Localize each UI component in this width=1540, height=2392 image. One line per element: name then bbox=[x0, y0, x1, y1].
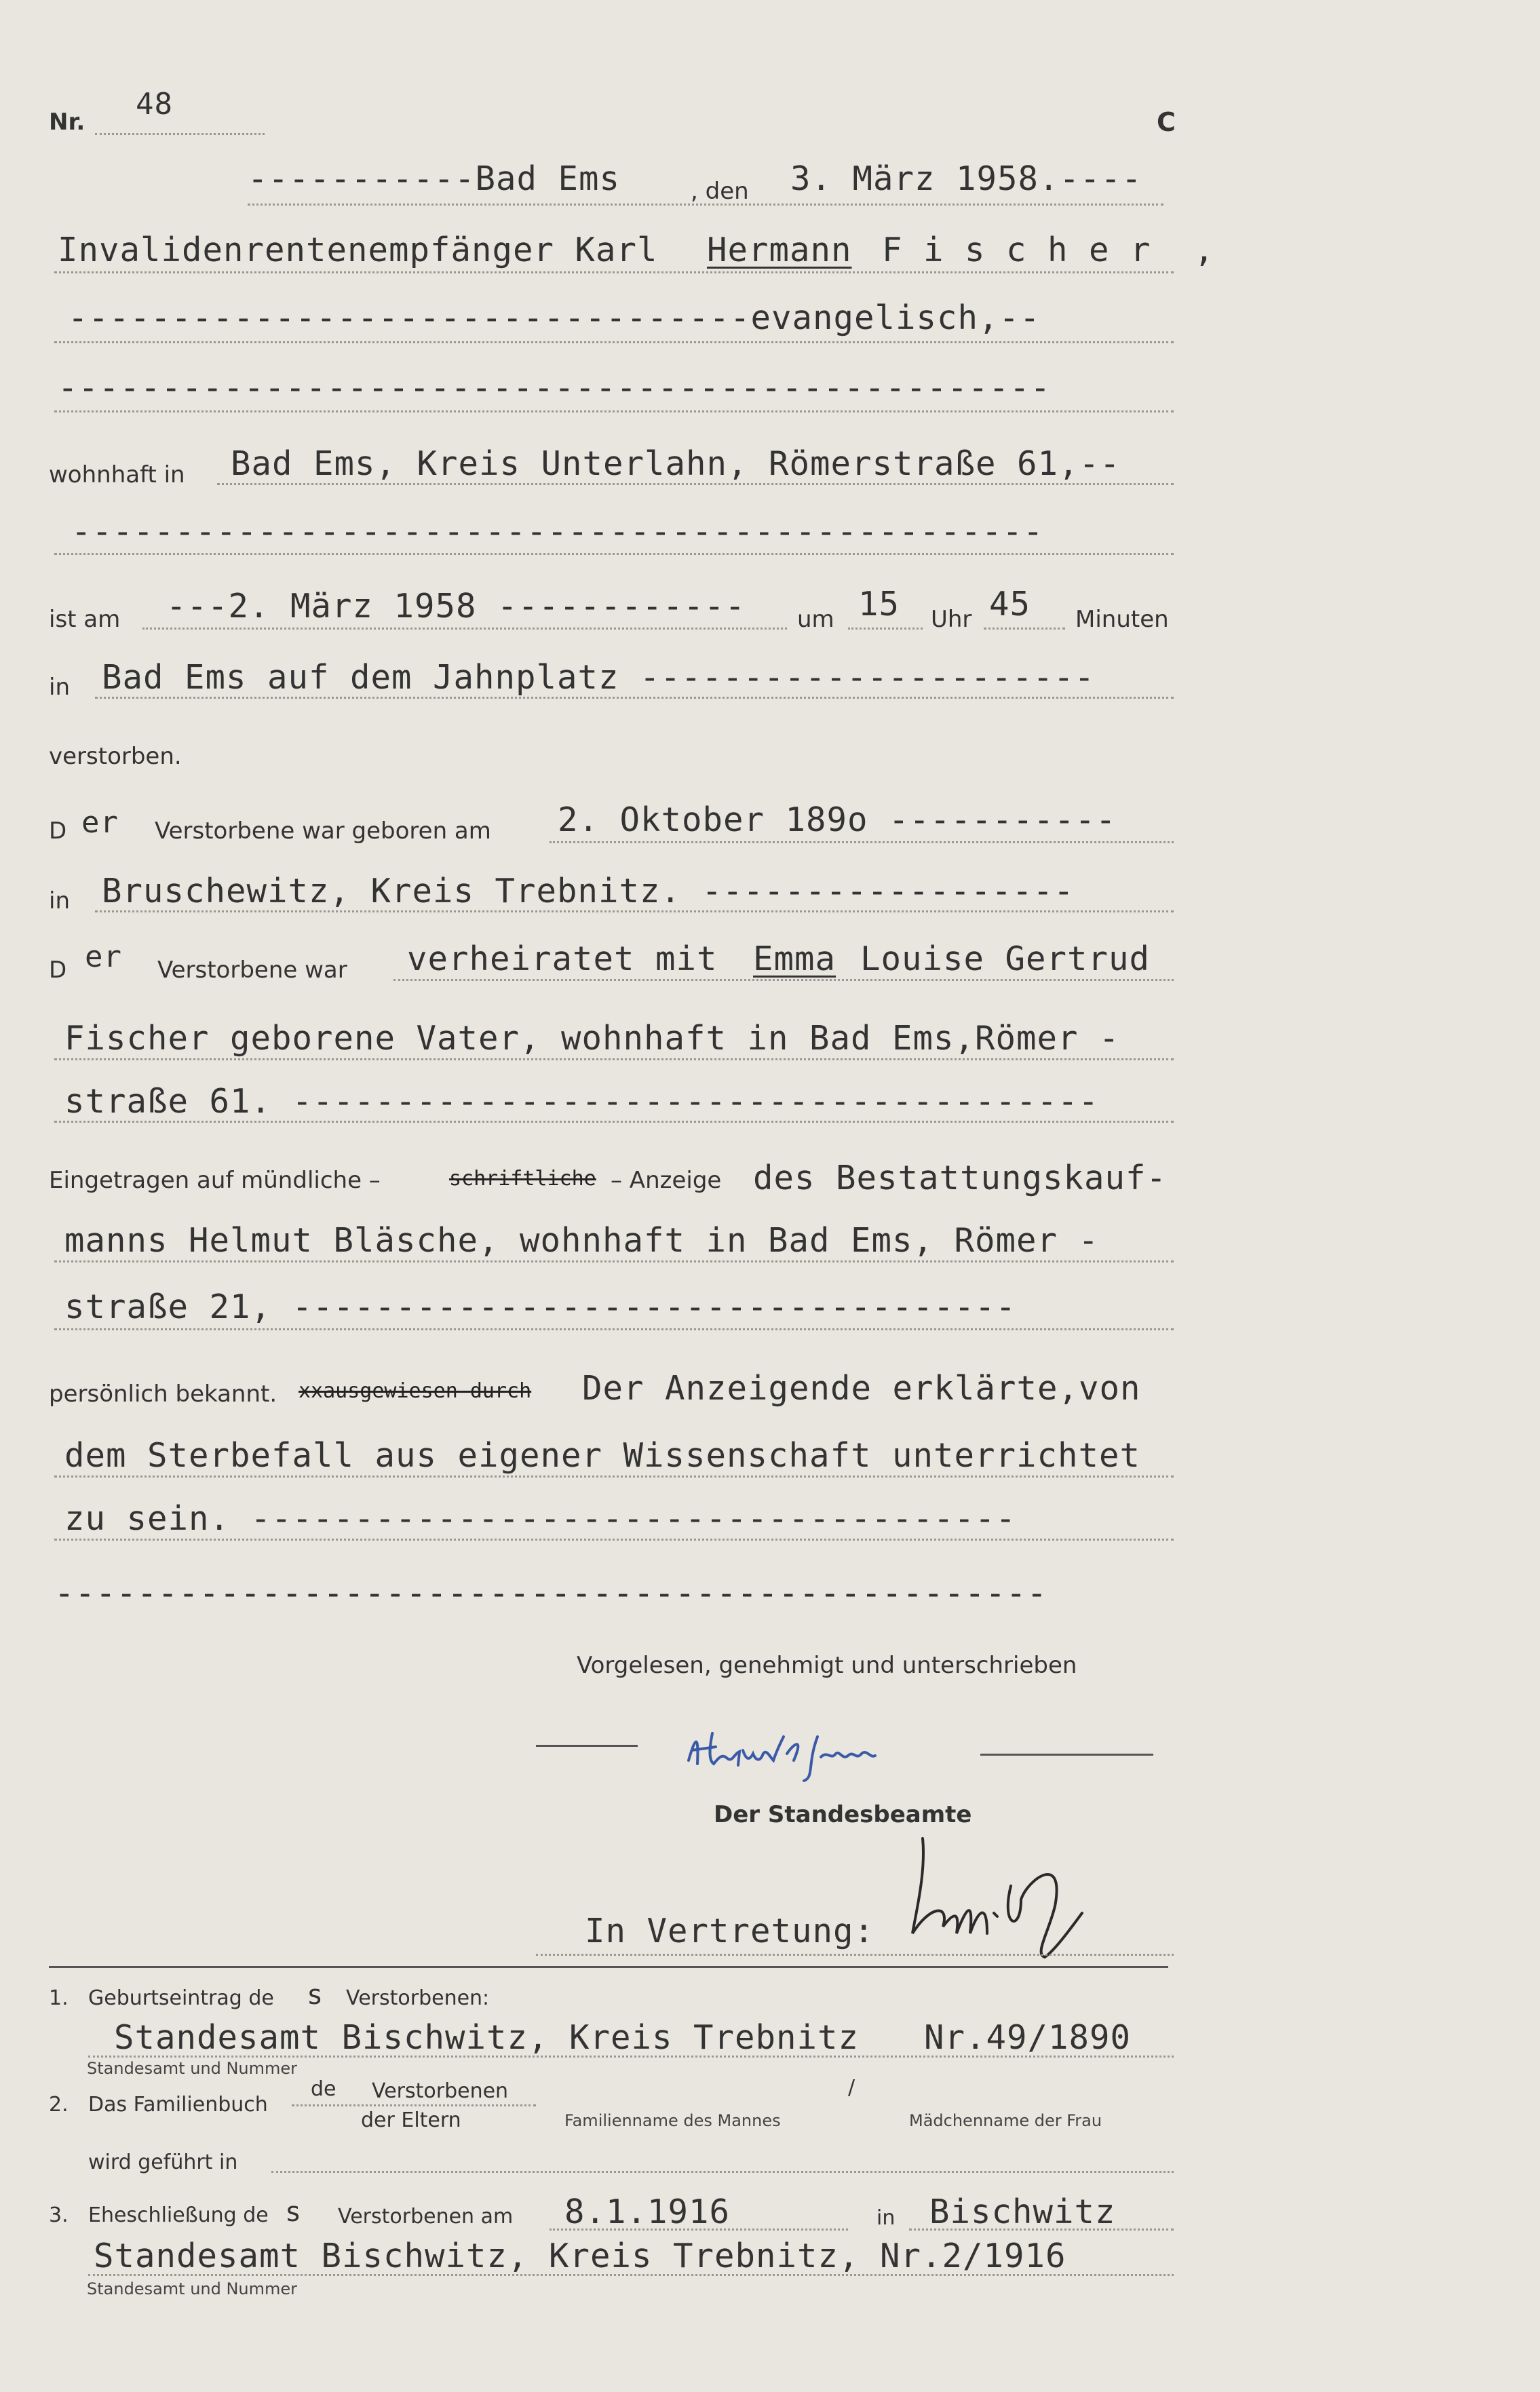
family-de: de bbox=[311, 2077, 336, 2101]
informant-line-3: straße 21, ----------------------------------- bbox=[64, 1288, 1017, 1326]
marriage-label: Eheschließung de bbox=[88, 2203, 269, 2227]
birth-entry-tail: Verstorbenen: bbox=[346, 1986, 490, 2010]
wife-name-caption: Mädchenname der Frau bbox=[909, 2111, 1102, 2130]
dotline bbox=[54, 1328, 1174, 1330]
dotline bbox=[54, 1058, 1174, 1060]
death-minutes: 45 bbox=[989, 585, 1031, 623]
residence-dash-line: ----------------------------------------------- bbox=[71, 512, 1044, 551]
dotline bbox=[271, 2171, 1174, 2173]
signature-rule-left bbox=[536, 1745, 638, 1747]
statement-line-1: Der Anzeigende erklärte,von bbox=[582, 1369, 1141, 1408]
dotline bbox=[536, 1954, 1174, 1956]
uhr-label: Uhr bbox=[931, 606, 972, 633]
spouse-first-name: Emma bbox=[753, 940, 836, 978]
person-occupation: Invalidenrentenempfänger Karl bbox=[58, 231, 658, 269]
informant-line-2: manns Helmut Bläsche, wohnhaft in Bad Ems, Römer - bbox=[64, 1221, 1100, 1260]
marriage-date: 8.1.1916 bbox=[564, 2193, 731, 2231]
form-letter: C bbox=[1157, 107, 1176, 137]
dotline bbox=[909, 2229, 1174, 2231]
marriage-place: Bischwitz bbox=[929, 2193, 1116, 2231]
dotline bbox=[54, 553, 1174, 555]
gender-suffix: er bbox=[81, 805, 119, 840]
person-comma: , bbox=[1194, 231, 1215, 269]
report-label: Eingetragen auf mündliche – bbox=[49, 1167, 381, 1194]
marital-label: Verstorbene war bbox=[157, 957, 347, 984]
family-slash: / bbox=[848, 2076, 855, 2100]
record-number: 48 bbox=[136, 87, 173, 121]
footnote-1-number: 1. bbox=[49, 1986, 69, 2010]
marriage-s: s bbox=[285, 2197, 303, 2228]
family-eltern: der Eltern bbox=[361, 2108, 461, 2132]
person-surname: F i s c h e r bbox=[882, 231, 1151, 269]
read-approved-label: Vorgelesen, genehmigt und unterschrieben bbox=[577, 1652, 1077, 1679]
residence-address: Bad Ems, Kreis Unterlahn, Römerstraße 61,-- bbox=[231, 444, 1121, 483]
dotline bbox=[54, 1260, 1174, 1262]
dotline bbox=[54, 1539, 1174, 1541]
spouse-address-end: straße 61. --------------------------------------- bbox=[64, 1082, 1100, 1121]
spouse-middle-names: Louise Gertrud bbox=[860, 940, 1151, 978]
statement-line-3: zu sein. ------------------------------------- bbox=[64, 1499, 1017, 1538]
office-number-caption-2: Standesamt und Nummer bbox=[87, 2279, 298, 2298]
in-label: in bbox=[49, 674, 70, 701]
dotline bbox=[88, 2056, 1174, 2058]
dotline bbox=[54, 1475, 1174, 1478]
gender-suffix: er bbox=[85, 940, 122, 974]
dotline bbox=[848, 628, 923, 630]
person-first-name: Hermann bbox=[707, 231, 852, 269]
birth-entry-label: Geburtseintrag de bbox=[88, 1986, 274, 2010]
nr-dotline bbox=[95, 133, 265, 135]
birth-place: Bruschewitz, Kreis Trebnitz. ------------------ bbox=[102, 872, 1075, 910]
ist-am-label: ist am bbox=[49, 606, 121, 633]
dotline bbox=[54, 1121, 1174, 1123]
birth-label: Verstorbene war geboren am bbox=[155, 817, 491, 845]
known-label: persönlich bekannt. bbox=[49, 1381, 277, 1408]
dotline bbox=[393, 979, 1174, 981]
birth-entry-s: s bbox=[307, 1980, 324, 2011]
um-label: um bbox=[797, 606, 834, 633]
dotline bbox=[292, 2104, 536, 2106]
birth-registry-office: Standesamt Bischwitz, Kreis Trebnitz bbox=[114, 2018, 860, 2057]
kept-in-label: wird geführt in bbox=[88, 2150, 238, 2174]
marriage-registry-office: Standesamt Bischwitz, Kreis Trebnitz, Nr.2/1916 bbox=[94, 2237, 1066, 2275]
registrar-signature-image bbox=[902, 1825, 1147, 1961]
minuten-label: Minuten bbox=[1075, 606, 1169, 633]
d-label: D bbox=[49, 817, 67, 845]
dotline bbox=[550, 841, 1174, 843]
statement-line-2: dem Sterbefall aus eigener Wissenschaft unterrichtet bbox=[64, 1436, 1141, 1475]
footnote-separator bbox=[49, 1966, 1168, 1968]
death-date: ---2. März 1958 ------------ bbox=[166, 587, 746, 625]
informant-line-1: des Bestattungskauf- bbox=[753, 1159, 1168, 1197]
dotline bbox=[217, 483, 1174, 485]
registry-place: -----------Bad Ems bbox=[248, 159, 621, 198]
nr-label: Nr. bbox=[49, 109, 85, 136]
in-label: in bbox=[49, 887, 70, 914]
dotline bbox=[550, 2229, 848, 2231]
death-hour: 15 bbox=[858, 585, 900, 623]
dotline bbox=[248, 204, 1163, 206]
spouse-details: Fischer geborene Vater, wohnhaft in Bad Ems,Römer - bbox=[64, 1019, 1120, 1058]
anzeige-label: – Anzeige bbox=[611, 1167, 722, 1194]
registrar-label: Der Standesbeamte bbox=[714, 1801, 972, 1828]
dotline bbox=[95, 697, 1174, 699]
den-label: , den bbox=[691, 178, 749, 205]
family-verstorbenen: Verstorbenen bbox=[372, 2079, 509, 2103]
dotline bbox=[984, 628, 1065, 630]
struck-ausgewiesen: xxausgewiesen durch bbox=[299, 1379, 532, 1403]
registry-date: 3. März 1958.---- bbox=[790, 159, 1142, 198]
footnote-3-number: 3. bbox=[49, 2203, 69, 2227]
dotline bbox=[54, 410, 1174, 412]
in-vertretung-label: In Vertretung: bbox=[585, 1912, 875, 1950]
husband-name-caption: Familienname des Mannes bbox=[564, 2111, 781, 2130]
birth-date: 2. Oktober 189o ----------- bbox=[558, 800, 1117, 839]
verstorben-label: verstorben. bbox=[49, 743, 182, 770]
dotline bbox=[88, 2274, 1174, 2276]
statement-dash-line: ------------------------------------------------ bbox=[54, 1574, 1048, 1613]
dash-line: ------------------------------------------------ bbox=[58, 368, 1052, 407]
birth-registry-number: Nr.49/1890 bbox=[924, 2018, 1132, 2057]
signature-rule-right bbox=[980, 1754, 1153, 1756]
dotline bbox=[95, 910, 1174, 912]
footnote-2-number: 2. bbox=[49, 2093, 69, 2117]
residence-label: wohnhaft in bbox=[49, 461, 185, 488]
family-book-label: Das Familienbuch bbox=[88, 2093, 268, 2117]
death-place: Bad Ems auf dem Jahnplatz ---------------------- bbox=[102, 658, 1096, 697]
d-label: D bbox=[49, 957, 67, 984]
dotline bbox=[54, 341, 1174, 343]
dotline bbox=[54, 271, 1174, 273]
person-religion: ---------------------------------evangelisch,-- bbox=[68, 298, 1041, 337]
marriage-verstorbenen: Verstorbenen am bbox=[338, 2205, 514, 2229]
marital-status: verheiratet mit bbox=[407, 940, 718, 978]
marriage-in-label: in bbox=[877, 2206, 896, 2230]
dotline bbox=[142, 628, 787, 630]
struck-schriftliche: schriftliche bbox=[449, 1167, 596, 1191]
office-number-caption: Standesamt und Nummer bbox=[87, 2059, 298, 2078]
informant-signature-image bbox=[685, 1723, 957, 1784]
